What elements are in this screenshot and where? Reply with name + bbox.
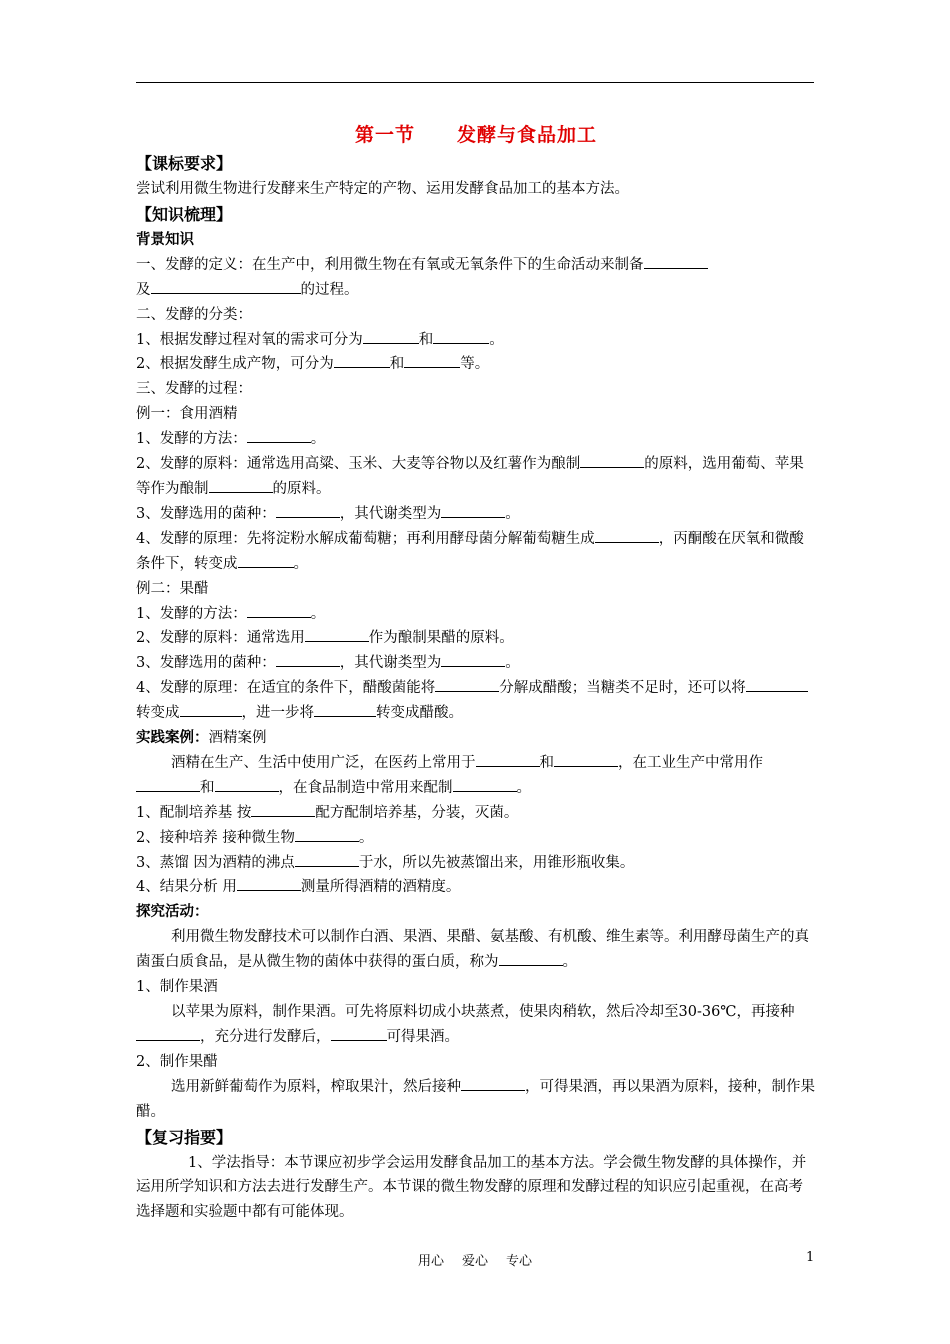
title-part1: 第一节 — [354, 124, 415, 146]
section-heading-kebiao: 【课标要求】 — [136, 154, 233, 173]
fill-blank[interactable] — [136, 777, 200, 792]
fill-blank[interactable] — [305, 627, 369, 642]
fill-blank[interactable] — [238, 553, 294, 568]
fill-blank[interactable] — [295, 852, 359, 867]
line-classification: 二、发酵的分类： — [136, 306, 252, 323]
fill-blank[interactable] — [247, 428, 311, 443]
kebiao-text: 尝试利用微生物进行发酵来生产特定的产物、运用发酵食品加工的基本方法。 — [136, 181, 629, 197]
line-ex2-principle: 4、发酵的原理：在适宜的条件下，醋酸菌能将 分解成醋酸；当糖类不足时，还可以将转变成 ，进一步将 转变成醋酸。 — [136, 676, 816, 726]
footer-text: 爱心 — [461, 1254, 488, 1269]
fill-blank[interactable] — [295, 827, 359, 842]
fill-blank[interactable] — [209, 478, 273, 493]
line-ex2-strain: 3、发酵选用的菌种： ，其代谢类型为 。 — [136, 651, 816, 676]
line-make-wine: 1、制作果酒 — [136, 979, 218, 996]
line-alcohol-use: 酒精在生产、生活中使用广泛，在医药上常用于 和 ，在工业生产中常用作和 ，在食品制造中常用来配制 。 — [136, 751, 816, 801]
line-definition: 一、发酵的定义：在生产中，利用微生物在有氧或无氧条件下的生命活动来制备 及 的过程。 — [136, 253, 816, 303]
page-number: 1 — [806, 1250, 815, 1265]
fill-blank[interactable] — [435, 677, 499, 692]
line-ex1-principle: 4、发酵的原理：先将淀粉水解成葡萄糖；再利用酵母菌分解葡萄糖生成 ，丙酮酸在厌氧和微酸条件下，转变成 。 — [136, 527, 816, 577]
line-step2: 2、接种培养 接种微生物 。 — [136, 826, 816, 851]
line-step1: 1、配制培养基 按 配方配制培养基，分装，灭菌。 — [136, 801, 816, 826]
fill-blank[interactable] — [136, 1026, 200, 1041]
line-explore-text: 利用微生物发酵技术可以制作白酒、果酒、果醋、氨基酸、有机酸、维生素等。利用酵母菌生产的真菌蛋白质食品，是从微生物的菌体中获得的蛋白质，称为 。 — [136, 929, 809, 971]
fill-blank[interactable] — [237, 876, 301, 891]
fill-blank[interactable] — [476, 752, 540, 767]
fill-blank[interactable] — [276, 652, 340, 667]
line-example2: 例二：果醋 — [136, 580, 209, 597]
line-ex2-material: 2、发酵的原料：通常选用 作为酿制果醋的原料。 — [136, 626, 816, 651]
line-study-guide: 1、学法指导：本节课应初步学会运用发酵食品加工的基本方法。学会微生物发酵的具体操作，并运用所学知识和方法去进行发酵生产。本节课的微生物发酵的原理和发酵过程的知识应引起重视，在高考选择题和实验题中都有可能体现。 — [136, 1154, 807, 1221]
fill-blank[interactable] — [151, 279, 301, 294]
practice-case: 实践案例：酒精案例 — [136, 729, 267, 747]
line-make-wine-text: 以苹果为原料，制作果酒。可先将原料切成小块蒸煮，使果肉稍软，然后冷却至30-36℃，再接种，充分进行发酵后， 可得果酒。 — [136, 1000, 816, 1050]
section-heading-fuxi: 【复习指要】 — [136, 1127, 233, 1147]
line-class-product: 2、根据发酵生成产物，可分为 和 等。 — [136, 352, 816, 377]
line-step3: 3、蒸馏 因为酒精的沸点 于水，所以先被蒸馏出来，用锥形瓶收集。 — [136, 851, 816, 876]
line-make-vinegar: 2、制作果醋 — [136, 1053, 218, 1070]
fill-blank[interactable] — [251, 802, 315, 817]
fill-blank[interactable] — [580, 453, 644, 468]
line-ex1-strain: 3、发酵选用的菌种： ，其代谢类型为 。 — [136, 502, 816, 527]
fill-blank[interactable] — [334, 353, 390, 368]
fill-blank[interactable] — [215, 777, 279, 792]
footer-text: 用心 — [417, 1254, 444, 1269]
line-ex1-material: 2、发酵的原料：通常选用高粱、玉米、大麦等谷物以及红薯作为酿制 的原料，选用葡萄、苹果等作为酿制 的原料。 — [136, 452, 816, 502]
page-title — [136, 119, 816, 151]
fill-blank[interactable] — [276, 503, 340, 518]
line-ex2-method: 1、发酵的方法： 。 — [136, 602, 816, 627]
fill-blank[interactable] — [441, 503, 505, 518]
header-rule — [136, 82, 814, 83]
fill-blank[interactable] — [247, 603, 311, 618]
title-part2: 发酵与食品加工 — [457, 124, 598, 146]
fill-blank[interactable] — [331, 1026, 387, 1041]
fill-blank[interactable] — [554, 752, 618, 767]
fill-blank[interactable] — [499, 951, 563, 966]
fill-blank[interactable] — [595, 528, 659, 543]
fill-blank[interactable] — [746, 677, 808, 692]
fill-blank[interactable] — [461, 1076, 525, 1091]
fill-blank[interactable] — [441, 652, 505, 667]
fill-blank[interactable] — [453, 777, 517, 792]
line-process: 三、发酵的过程： — [136, 381, 252, 398]
fill-blank[interactable] — [404, 353, 460, 368]
line-class-oxygen: 1、根据发酵过程对氧的需求可分为 和 。 — [136, 328, 816, 353]
subheading-background: 背景知识 — [136, 230, 194, 248]
fill-blank[interactable] — [433, 329, 489, 344]
footer-text: 专心 — [506, 1254, 533, 1269]
line-ex1-method: 1、发酵的方法： 。 — [136, 427, 816, 452]
fill-blank[interactable] — [180, 702, 242, 717]
fill-blank[interactable] — [644, 254, 708, 269]
subheading-explore: 探究活动： — [136, 903, 209, 921]
document-body — [136, 119, 816, 1225]
practice-label: 实践案例： — [136, 729, 209, 747]
section-heading-zhishi: 【知识梳理】 — [136, 204, 233, 224]
line-make-vinegar-text: 选用新鲜葡萄作为原料，榨取果汁，然后接种 ，可得果酒，再以果酒为原料，接种，制作果醋。 — [136, 1075, 816, 1125]
fill-blank[interactable] — [314, 702, 376, 717]
fill-blank[interactable] — [363, 329, 419, 344]
line-step4: 4、结果分析 用 测量所得酒精的酒精度。 — [136, 875, 816, 900]
line-example1: 例一：食用酒精 — [136, 406, 238, 423]
